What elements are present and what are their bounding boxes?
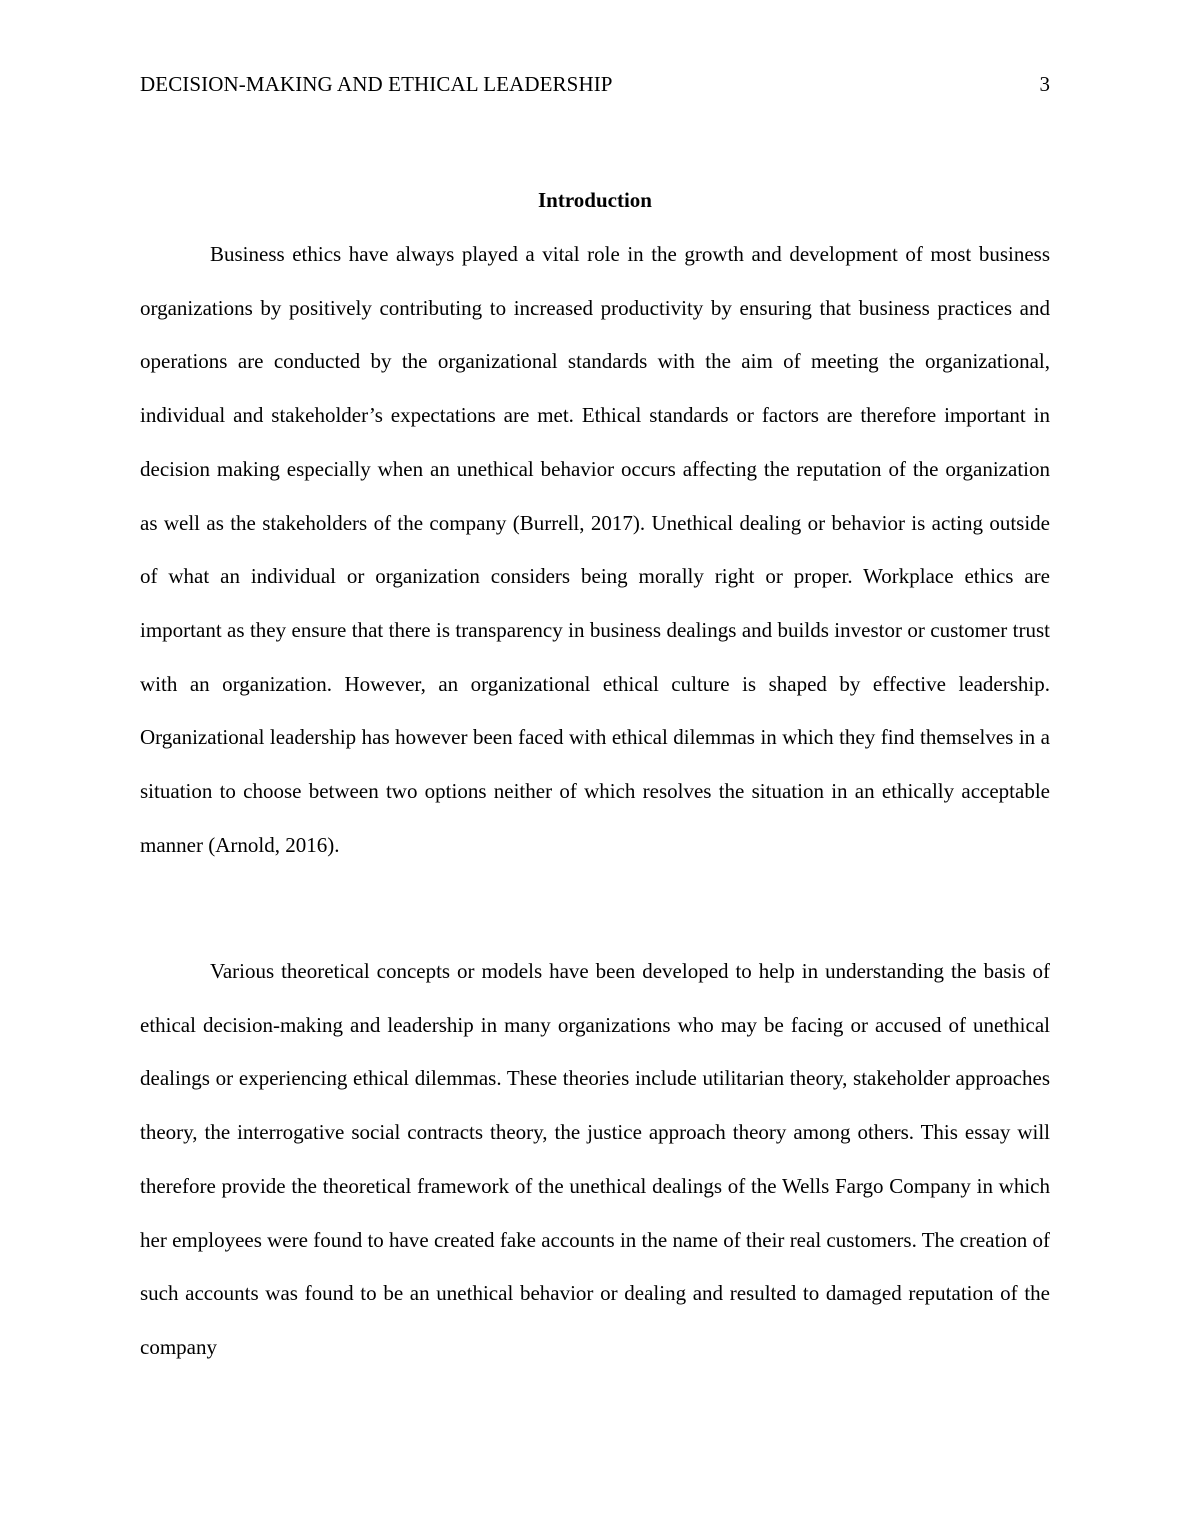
paragraph-1: Business ethics have always played a vital role in the growth and development of most business organizations by positively contributing to increased productivity by ensuring that business practices and operations are conducted by the organizational standards with the aim of meeting the organizational, individual and stakeholder’s expectations are met. Ethical standards or factors are therefore important in decision making especially when an unethical behavior occurs affecting the reputation of the organization as well as the stakeholders of the company (Burrell, 2017). Unethical dealing or behavior is acting outside of what an individual or organization considers being morally right or proper. Workplace ethics are important as they ensure that there is transparency in business dealings and builds investor or customer trust with an organization. However, an organizational ethical culture is shaped by effective leadership. Organizational leadership has however been faced with ethical dilemmas in which they find themselves in a situation to choose between two options neither of which resolves the situation in an ethically acceptable manner (Arnold, 2016). (140, 242, 1050, 857)
paragraph-2: Various theoretical concepts or models have been developed to help in understanding the basis of ethical decision-making and leadership in many organizations who may be facing or accused of unethical dealings or experiencing ethical dilemmas. These theories include utilitarian theory, stakeholder approaches theory, the interrogative social contracts theory, the justice approach theory among others. This essay will therefore provide the theoretical framework of the unethical dealings of the Wells Fargo Company in which her employees were found to have created fake accounts in the name of their real customers. The creation of such accounts was found to be an unethical behavior or dealing and resulted to damaged reputation of the company (140, 959, 1050, 1359)
running-head: DECISION-MAKING AND ETHICAL LEADERSHIP (140, 72, 613, 96)
page-number: 3 (1039, 72, 1050, 96)
section-heading: Introduction (538, 188, 652, 212)
